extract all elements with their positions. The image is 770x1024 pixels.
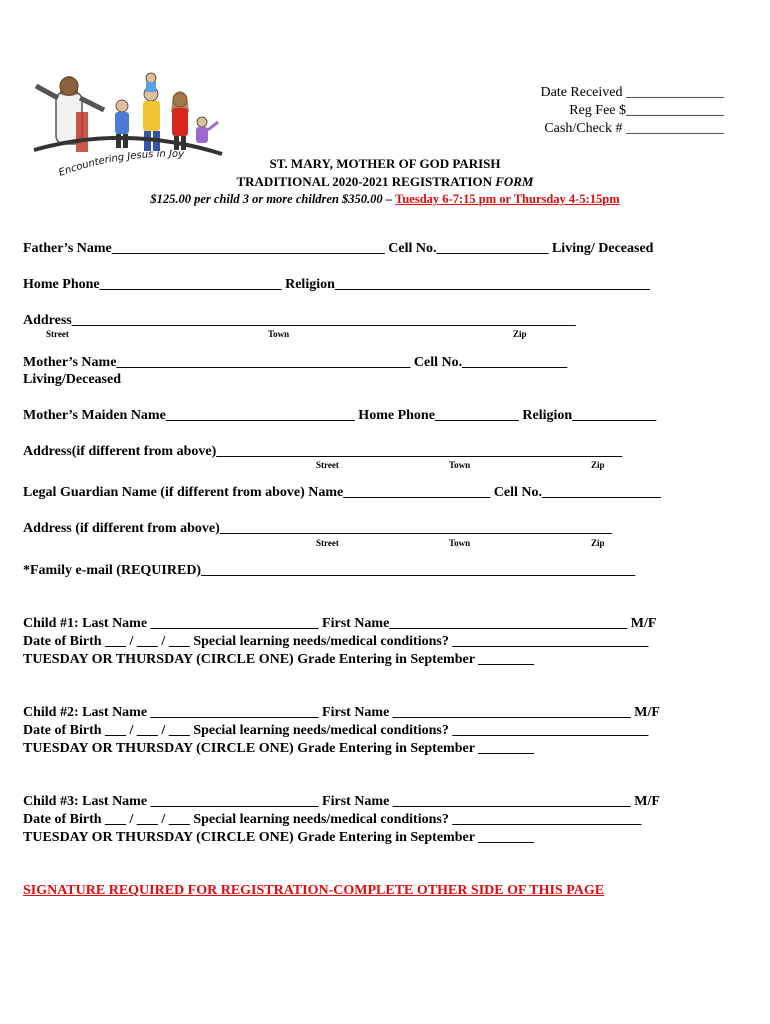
child-1-dob-line[interactable]: Date of Birth ___ / ___ / ___ Special learning needs/medical conditions? ____________________________ bbox=[23, 634, 649, 649]
form-title bbox=[0, 174, 770, 190]
address-different-line[interactable]: Address(if different from above)__________________________________________________________ bbox=[23, 444, 623, 459]
mother-name-line[interactable]: Mother’s Name__________________________________________ Cell No._______________ bbox=[23, 355, 568, 370]
reg-fee-field: Reg Fee $______________ bbox=[569, 103, 724, 118]
cash-check-field: Cash/Check # ______________ bbox=[544, 121, 724, 136]
address-zip-label: Zip bbox=[513, 329, 527, 339]
form-title-italic: FORM bbox=[495, 174, 534, 189]
guardian-street-label: Street bbox=[316, 538, 339, 548]
father-name-line[interactable]: Father’s Name_______________________________________ Cell No.________________ Living/ Deceased bbox=[23, 241, 654, 256]
child-1-day-grade-line[interactable]: TUESDAY OR THURSDAY (CIRCLE ONE) Grade Entering in September ________ bbox=[23, 652, 535, 667]
signature-notice: SIGNATURE REQUIRED FOR REGISTRATION-COMPLETE OTHER SIDE OF THIS PAGE bbox=[23, 883, 605, 898]
child-3-name-line[interactable]: Child #3: Last Name ________________________ First Name __________________________________ M/F bbox=[23, 794, 660, 809]
address-line[interactable]: Address________________________________________________________________________ bbox=[23, 313, 576, 328]
address-diff-zip-label: Zip bbox=[591, 460, 605, 470]
guardian-town-label: Town bbox=[449, 538, 471, 548]
family-email-line[interactable]: *Family e-mail (REQUIRED)______________________________________________________________ bbox=[23, 563, 636, 578]
address-diff-street-label: Street bbox=[316, 460, 339, 470]
fee-line bbox=[0, 192, 770, 207]
guardian-name-line[interactable]: Legal Guardian Name (if different from above) Name_____________________ Cell No._________________ bbox=[23, 485, 661, 500]
date-received-field: Date Received ______________ bbox=[540, 85, 724, 100]
guardian-zip-label: Zip bbox=[591, 538, 605, 548]
guardian-address-line[interactable]: Address (if different from above)________________________________________________________ bbox=[23, 521, 612, 536]
maiden-name-line[interactable]: Mother’s Maiden Name___________________________ Home Phone____________ Religion____________ bbox=[23, 408, 657, 423]
class-schedule: Tuesday 6-7:15 pm or Thursday 4-5:15pm bbox=[395, 192, 620, 206]
child-3-day-grade-line[interactable]: TUESDAY OR THURSDAY (CIRCLE ONE) Grade Entering in September ________ bbox=[23, 830, 535, 845]
home-phone-line[interactable]: Home Phone__________________________ Religion_____________________________________________ bbox=[23, 277, 650, 292]
mother-living-status: Living/Deceased bbox=[23, 372, 121, 387]
fee-text: $125.00 per child 3 or more children $350.00 – bbox=[150, 192, 396, 206]
child-2-dob-line[interactable]: Date of Birth ___ / ___ / ___ Special learning needs/medical conditions? ____________________________ bbox=[23, 723, 649, 738]
child-3-dob-line[interactable]: Date of Birth ___ / ___ / ___ Special learning needs/medical conditions? ___________________________ bbox=[23, 812, 642, 827]
form-title-text: TRADITIONAL 2020-2021 REGISTRATION bbox=[236, 174, 496, 189]
address-town-label: Town bbox=[268, 329, 290, 339]
address-street-label: Street bbox=[46, 329, 69, 339]
parish-title: ST. MARY, MOTHER OF GOD PARISH bbox=[269, 156, 501, 171]
child-2-name-line[interactable]: Child #2: Last Name ________________________ First Name __________________________________ M/F bbox=[23, 705, 660, 720]
logo-caption: Encountering Jesus in Joy bbox=[57, 148, 185, 179]
address-diff-town-label: Town bbox=[449, 460, 471, 470]
child-2-day-grade-line[interactable]: TUESDAY OR THURSDAY (CIRCLE ONE) Grade Entering in September ________ bbox=[23, 741, 535, 756]
child-1-name-line[interactable]: Child #1: Last Name ________________________ First Name__________________________________ M/F bbox=[23, 616, 657, 631]
